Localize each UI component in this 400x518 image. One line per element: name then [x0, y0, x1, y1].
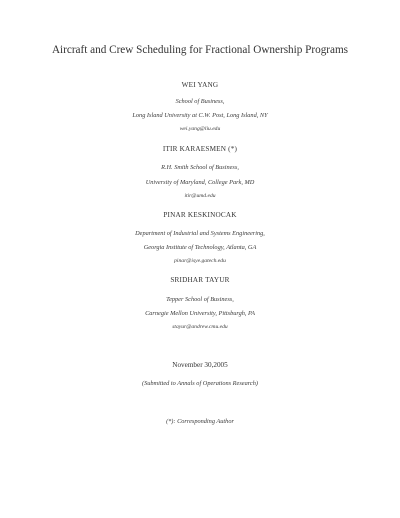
paper-date: November 30,2005 — [172, 361, 228, 369]
author-email-2: itir@umd.edu — [184, 193, 216, 199]
author-name-4: SRIDHAR TAYUR — [170, 276, 230, 284]
author-affiliation-2-line-2: University of Maryland, College Park, MD — [145, 179, 255, 186]
author-affiliation-4-line-1: Tepper School of Business, — [166, 296, 234, 303]
author-email-1: wei.yang@liu.edu — [179, 126, 221, 132]
author-affiliation-2-line-1: R.H. Smith School of Business, — [161, 164, 239, 171]
author-name-3: PINAR KESKINOCAK — [163, 211, 237, 219]
submission-note: (Submitted to Annals of Operations Research) — [142, 380, 258, 387]
corresponding-author-note: (*): Corresponding Author — [166, 418, 234, 425]
author-email-3: pinar@isye.gatech.edu — [174, 258, 226, 264]
author-name-1: WEI YANG — [181, 81, 219, 89]
author-affiliation-4-line-2: Carnegie Mellon University, Pittsburgh, PA — [145, 310, 255, 317]
paper-title: Aircraft and Crew Scheduling for Fractional Ownership Programs — [51, 44, 349, 56]
author-affiliation-1-line-1: School of Business, — [175, 98, 225, 105]
author-affiliation-1-line-2: Long Island University at C.W. Post, Long Island, NY — [132, 112, 268, 119]
author-email-4: stayur@andrew.cmu.edu — [172, 324, 228, 330]
author-affiliation-3-line-1: Department of Industrial and Systems Engineering, — [135, 230, 265, 237]
author-name-2: ITIR KARAESMEN (*) — [162, 145, 238, 153]
author-affiliation-3-line-2: Georgia Institute of Technology, Atlanta, GA — [143, 244, 257, 251]
